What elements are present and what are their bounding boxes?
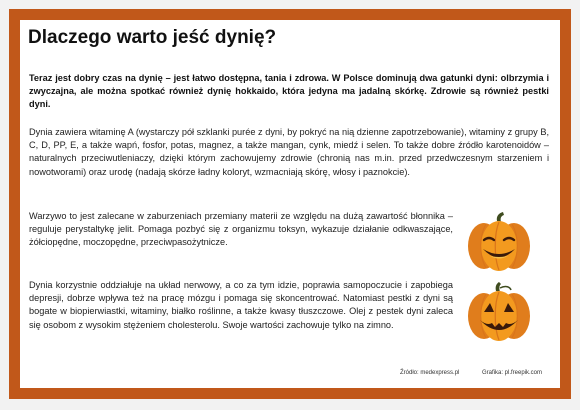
- jack-o-lantern-icon: [466, 212, 532, 274]
- nervous-system-paragraph: Dynia korzystnie oddziałuje na układ nerwowy, a co za tym idzie, poprawia samopoczucie i zapobiega depresji, dobrze wpływa też na pracę mózgu i pomaga się skoncentrować. Natomiast pestki z dyni są bogate w biopierwiastki, witaminy, białko roślinne, a także kwasy tłuszczowe. Olej z pestek dyni zaleca się osobom z wysokim stężeniem cholesterolu. Swoje wartości zachowuje tylko na zimno.: [29, 280, 453, 330]
- graphics-source-credit: Grafika: pl.freepik.com: [482, 370, 543, 376]
- digestion-paragraph: Warzywo to jest zalecane w zaburzeniach przemiany materii ze względu na dużą zawartość błonnika – reguluje perystaltykę jelit. Pomaga pozbyć się z organizmu toksyn, wykazuje działanie odkwaszające, żółciopędne, moczopędne, przeciwpasożytnicze.: [29, 211, 453, 248]
- nutrients-paragraph: Dynia zawiera witaminę A (wystarczy pół szklanki purée z dyni, by pokryć na nią dzienne zapotrzebowanie), witaminy z grupy B, C, D, PP, E, a także wapń, fosfor, potas, magnez, a także mangan, cynk, miedź i selen. To także dobre źródło karotenoidów – naturalnych przeciwutleniaczy, dzięki którym zachowujemy zdrowie (chronią nas m.in. przed przedwczesnym starzeniem i nowotworami) oraz urodę (nadają skórze ładny koloryt, wzmacniają skórę, włosy i paznokcie).: [29, 127, 549, 177]
- page-title: Dlaczego warto jeść dynię?: [28, 27, 277, 48]
- jack-o-lantern-icon: [466, 282, 532, 344]
- lead-paragraph: Teraz jest dobry czas na dynię – jest łatwo dostępna, tania i zdrowa. W Polsce dominują dwa gatunki dyni: olbrzymia i zwyczajna, ale można spotkać również dynię hokkaido, która jedyna ma jadalną skórkę. Zdrowie są również pestki dyni.: [29, 73, 549, 110]
- text-source-credit: Źródło: medexpress.pl: [400, 370, 460, 376]
